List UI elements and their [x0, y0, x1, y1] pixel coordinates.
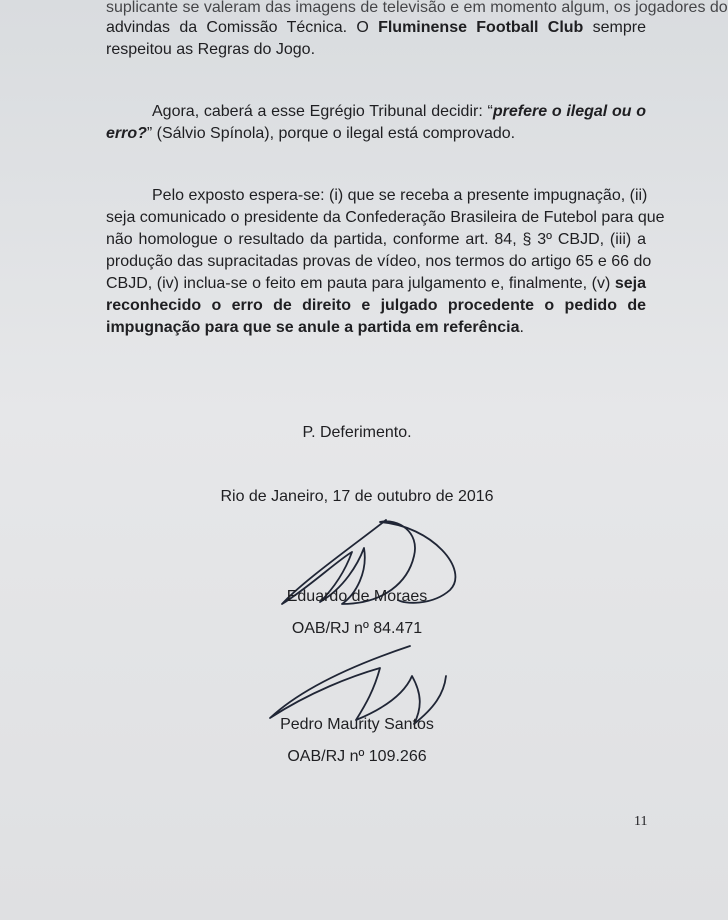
signer-registration-pedro: OAB/RJ nº 109.266	[287, 748, 427, 765]
paragraph-line-1: Pelo exposto espera-se: (i) que se receba a presente impugnação, (ii)	[152, 187, 648, 204]
paragraph-line-2: advindas da Comissão Técnica. O Fluminense Football Club sempre	[106, 19, 646, 36]
closing-deferimento: P. Deferimento.	[302, 424, 412, 441]
signer-registration-eduardo: OAB/RJ nº 84.471	[291, 620, 423, 637]
paragraph-line-3: respeitou as Regras do Jogo.	[106, 41, 316, 58]
paragraph-line-3: não homologue o resultado da partida, conforme art. 84, § 3º CBJD, (iii) a	[106, 231, 646, 248]
signer-name-eduardo: Eduardo de Moraes	[286, 588, 428, 605]
place-and-date: Rio de Janeiro, 17 de outubro de 2016	[220, 488, 494, 505]
paragraph-line-1: Agora, caberá a esse Egrégio Tribunal decidir: “prefere o ilegal ou o	[152, 103, 647, 120]
paragraph-line-4: produção das supracitadas provas de vídeo, nos termos do artigo 65 e 66 do	[106, 253, 652, 270]
paragraph-line-6: reconhecido o erro de direito e julgado procedente o pedido de	[106, 297, 646, 314]
paragraph-line-5: CBJD, (iv) inclua-se o feito em pauta para julgamento e, finalmente, (v) seja	[106, 275, 646, 292]
paragraph-line-1: suplicante se valeram das imagens de televisão e em momento algum, os jogadores do	[106, 0, 728, 16]
paragraph-line-2: seja comunicado o presidente da Confederação Brasileira de Futebol para que	[106, 209, 665, 226]
paragraph-line-7: impugnação para que se anule a partida em referência.	[106, 319, 524, 336]
signer-name-pedro: Pedro Maurity Santos	[280, 716, 434, 733]
page-number: 11	[634, 814, 648, 829]
paragraph-line-2: erro?” (Sálvio Spínola), porque o ilegal está comprovado.	[106, 125, 516, 142]
